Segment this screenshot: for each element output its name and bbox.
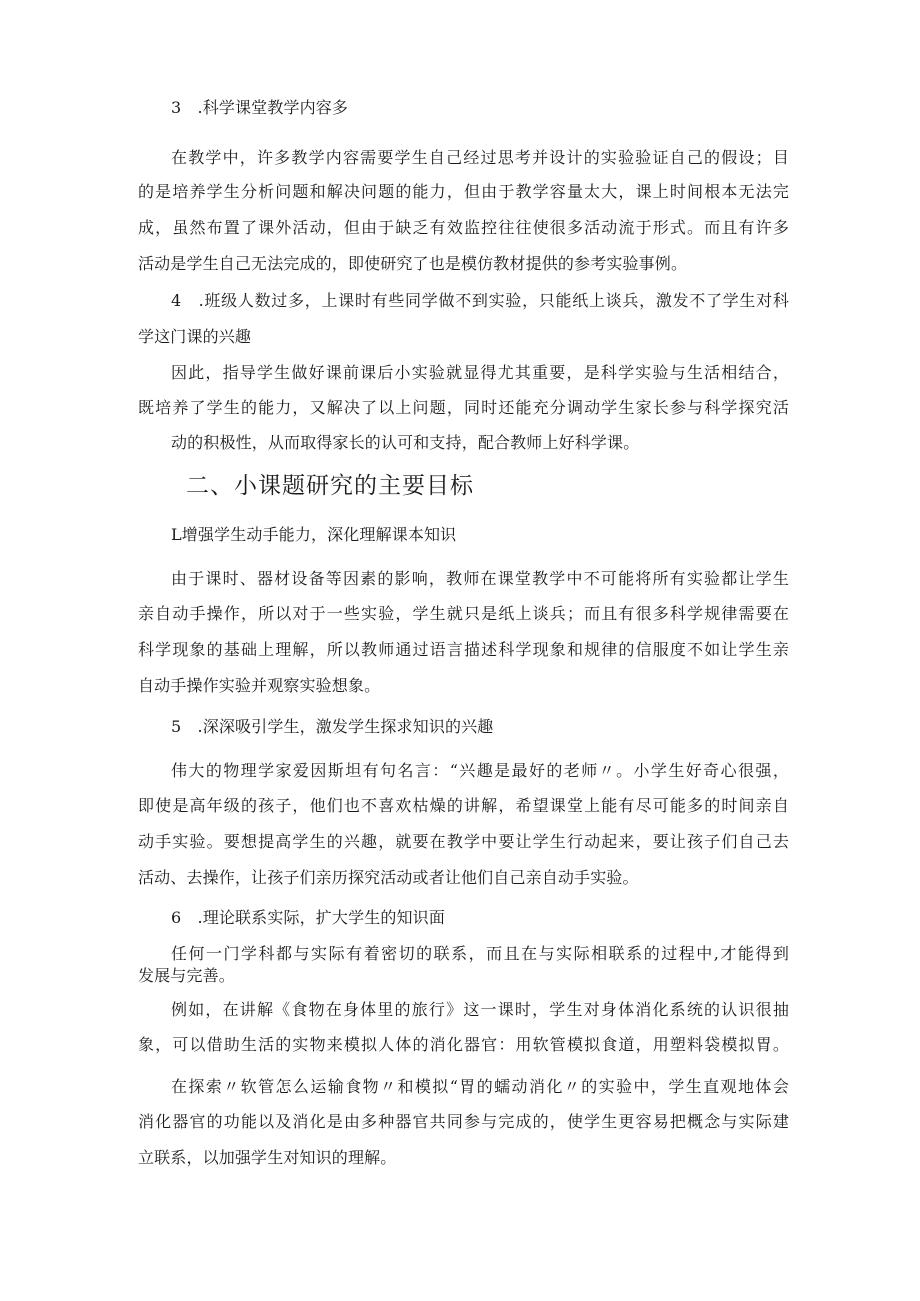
paragraph-line: 活动、去操作，让孩子们亲历探究活动或者让他们自己亲自动手实验。 — [138, 868, 639, 887]
paragraph-line: 动的积极性，从而取得家长的认可和支持，配合教师上好科学课。 — [171, 433, 640, 452]
paragraph-line: 由于课时、器材设备等因素的影响，教师在课堂教学中不可能将所有实验都让学生 — [171, 569, 789, 588]
paragraph-line: 因此，指导学生做好课前课后小实验就显得尤其重要，是科学实验与生活相结合， — [171, 363, 789, 382]
paragraph-line: 消化器官的功能以及消化是由多种器官共同参与完成的，使学生更容易把概念与实际建 — [138, 1112, 789, 1131]
paragraph-line: 亲自动手操作，所以对于一些实验，学生就只是纸上谈兵；而且有很多科学规律需要在 — [138, 604, 789, 623]
paragraph-line: 任何一门学科都与实际有着密切的联系，而且在与实际相联系的过程中,才能得到 — [171, 944, 789, 963]
paragraph-line: 科学现象的基础上理解，所以教师通过语言描述科学现象和规律的信服度不如让学生亲 — [138, 640, 789, 659]
goal-title-1: L增强学生动手能力，深化理解课本知识 — [171, 525, 457, 544]
goal-title-6: 6 .理论联系实际，扩大学生的知识面 — [171, 908, 445, 927]
goal-title-5: 5 .深深吸引学生，激发学生探求知识的兴趣 — [171, 717, 494, 736]
paragraph-line: 发展与完善。 — [138, 966, 235, 985]
paragraph-line: 的是培养学生分析问题和解决问题的能力，但由于教学容量太大，课上时间根本无法完 — [138, 182, 789, 201]
paragraph-line: 既培养了学生的能力，又解决了以上问题，同时还能充分调动学生家长参与科学探究活 — [138, 398, 789, 417]
paragraph-line: 在教学中，许多教学内容需要学生自己经过思考并设计的实验验证自己的假设；目 — [171, 148, 789, 167]
paragraph-line: 即使是高年级的孩子，他们也不喜欢枯燥的讲解，希望课堂上能有尽可能多的时间亲自 — [138, 796, 789, 815]
chapter-heading: 二、小课题研究的主要目标 — [186, 473, 474, 499]
paragraph-line: 成，虽然布置了课外活动，但由于缺乏有效监控往往使很多活动流于形式。而且有许多 — [138, 218, 789, 237]
paragraph-line: 象，可以借助生活的实物来模拟人体的消化器官：用软管模拟食道，用塑料袋模拟胃。 — [138, 1035, 789, 1054]
section-title-4: 4 .班级人数过多，上课时有些同学做不到实验，只能纸上谈兵，激发不了学生对科 — [171, 291, 789, 310]
section-title-3: 3 .科学课堂教学内容多 — [171, 98, 349, 117]
paragraph-line: 动手实验。要想提高学生的兴趣，就要在教学中要让学生行动起来，要让孩子们自己去 — [138, 832, 789, 851]
paragraph-line: 伟大的物理学家爱因斯坦有句名言：“兴趣是最好的老师〃。小学生好奇心很强， — [171, 761, 789, 780]
paragraph-line: 活动是学生自己无法完成的，即使研究了也是模仿教材提供的参考实验事例。 — [138, 254, 688, 273]
paragraph-line: 立联系，以加强学生对知识的理解。 — [138, 1148, 397, 1167]
paragraph-line: 自动手操作实验并观察实验想象。 — [138, 676, 381, 695]
paragraph-line: 例如，在讲解《食物在身体里的旅行》这一课时，学生对身体消化系统的认识很抽 — [171, 1000, 789, 1019]
section-title-4-continued: 学这门课的兴趣 — [138, 327, 252, 346]
paragraph-line: 在探索〃软管怎么运输食物〃和模拟“胃的蠕动消化〃的实验中，学生直观地体会 — [171, 1077, 789, 1096]
